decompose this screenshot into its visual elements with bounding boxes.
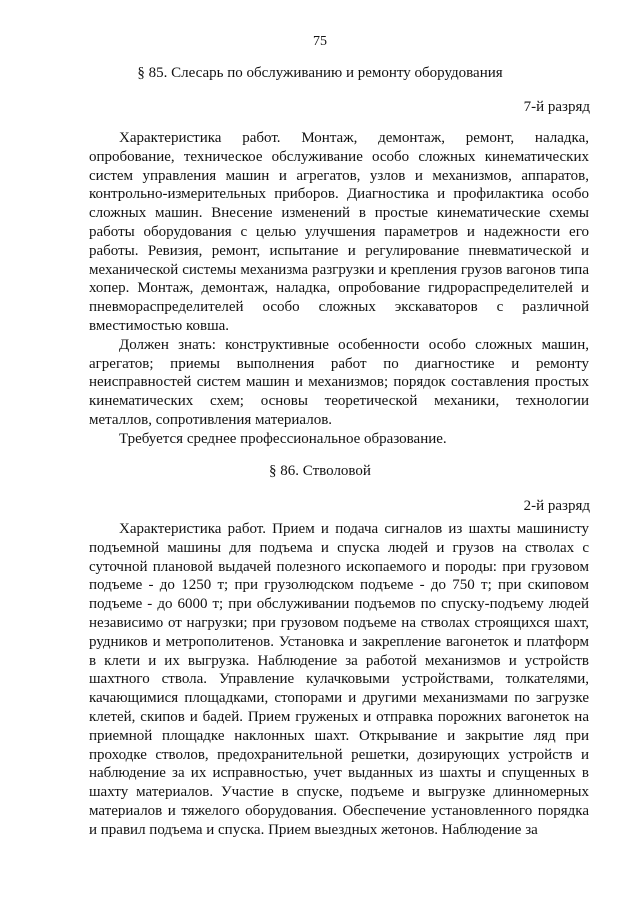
section-85-title: § 85. Слесарь по обслуживанию и ремонту оборудования <box>137 65 503 81</box>
section-86-body <box>89 520 589 890</box>
section-86-grade: 2-й разряд <box>523 498 590 514</box>
section-85-work-characteristics: Характеристика работ. Монтаж, демонтаж, ремонт, наладка, опробование, техническое обслуживание особо сложных кинематических систем управления машин и агрегатов, узлов и механизмов, аппаратов, контрольно-измерительных приборов. Диагностика и профилактика особо сложных машин. Внесение изменений в простые кинематические схемы работы оборудования с целью улучшения параметров и надежности его работы. Ревизия, ремонт, испытание и регулирование пневматической и механической системы механизма разгрузки и крепления грузов вагонов типа хопер. Монтаж, демонтаж, наладка, опробование гидрораспределителей и пневмораспределителей особо сложных экскаваторов с различной вместимостью ковша. <box>89 130 589 334</box>
section-86-work-characteristics: Характеристика работ. Прием и подача сигналов из шахты машинисту подъемной машины для подъема и спуска людей и грузов на стволах с суточной плановой выдачей полезного ископаемого и породы: при грузовом подъеме - до 1250 т; при грузолюдском подъеме - до 750 т; при скиповом подъеме - до 6000 т; при обслуживании подъемов по спуску-подъему людей независимо от нагрузки; при грузовом подъеме на стволах строящихся шахт, рудников и метрополитенов. Установка и закрепление вагонеток и платформ в клети и их выгрузка. Наблюдение за работой механизмов и устройств шахтного ствола. Управление кулачковыми устройствами, толкателями, качающимися площадками, стопорами и другими механизмами по загрузке клетей, скипов и бадей. Прием груженых и отправка порожних вагонеток на приемной площадке наклонных шахт. Открывание и закрытие ляд при проходке стволов, предохранительной решетки, дозирующих устройств и наблюдение за их исправностью, учет выданных из шахты и спущенных в шахту материалов. Участие в спуске, подъеме и выгрузке длинномерных материалов и тяжелого оборудования. Обеспечение установленного порядка и правил подъема и спуска. Прием выездных жетонов. Наблюдение за <box>89 521 589 838</box>
section-86-title: § 86. Стволовой <box>269 463 371 479</box>
section-85-grade: 7-й разряд <box>523 99 590 115</box>
page-number: 75 <box>313 34 327 49</box>
section-85-body <box>89 129 589 449</box>
section-85-must-know: Должен знать: конструктивные особенности особо сложных машин, агрегатов; приемы выполнения работ по диагностике и ремонту неисправностей систем машин и механизмов; порядок составления простых кинематических схем; основы теоретической механики, технологии металлов, сопротивления материалов. <box>89 336 589 428</box>
section-85-education: Требуется среднее профессиональное образование. <box>119 430 447 447</box>
